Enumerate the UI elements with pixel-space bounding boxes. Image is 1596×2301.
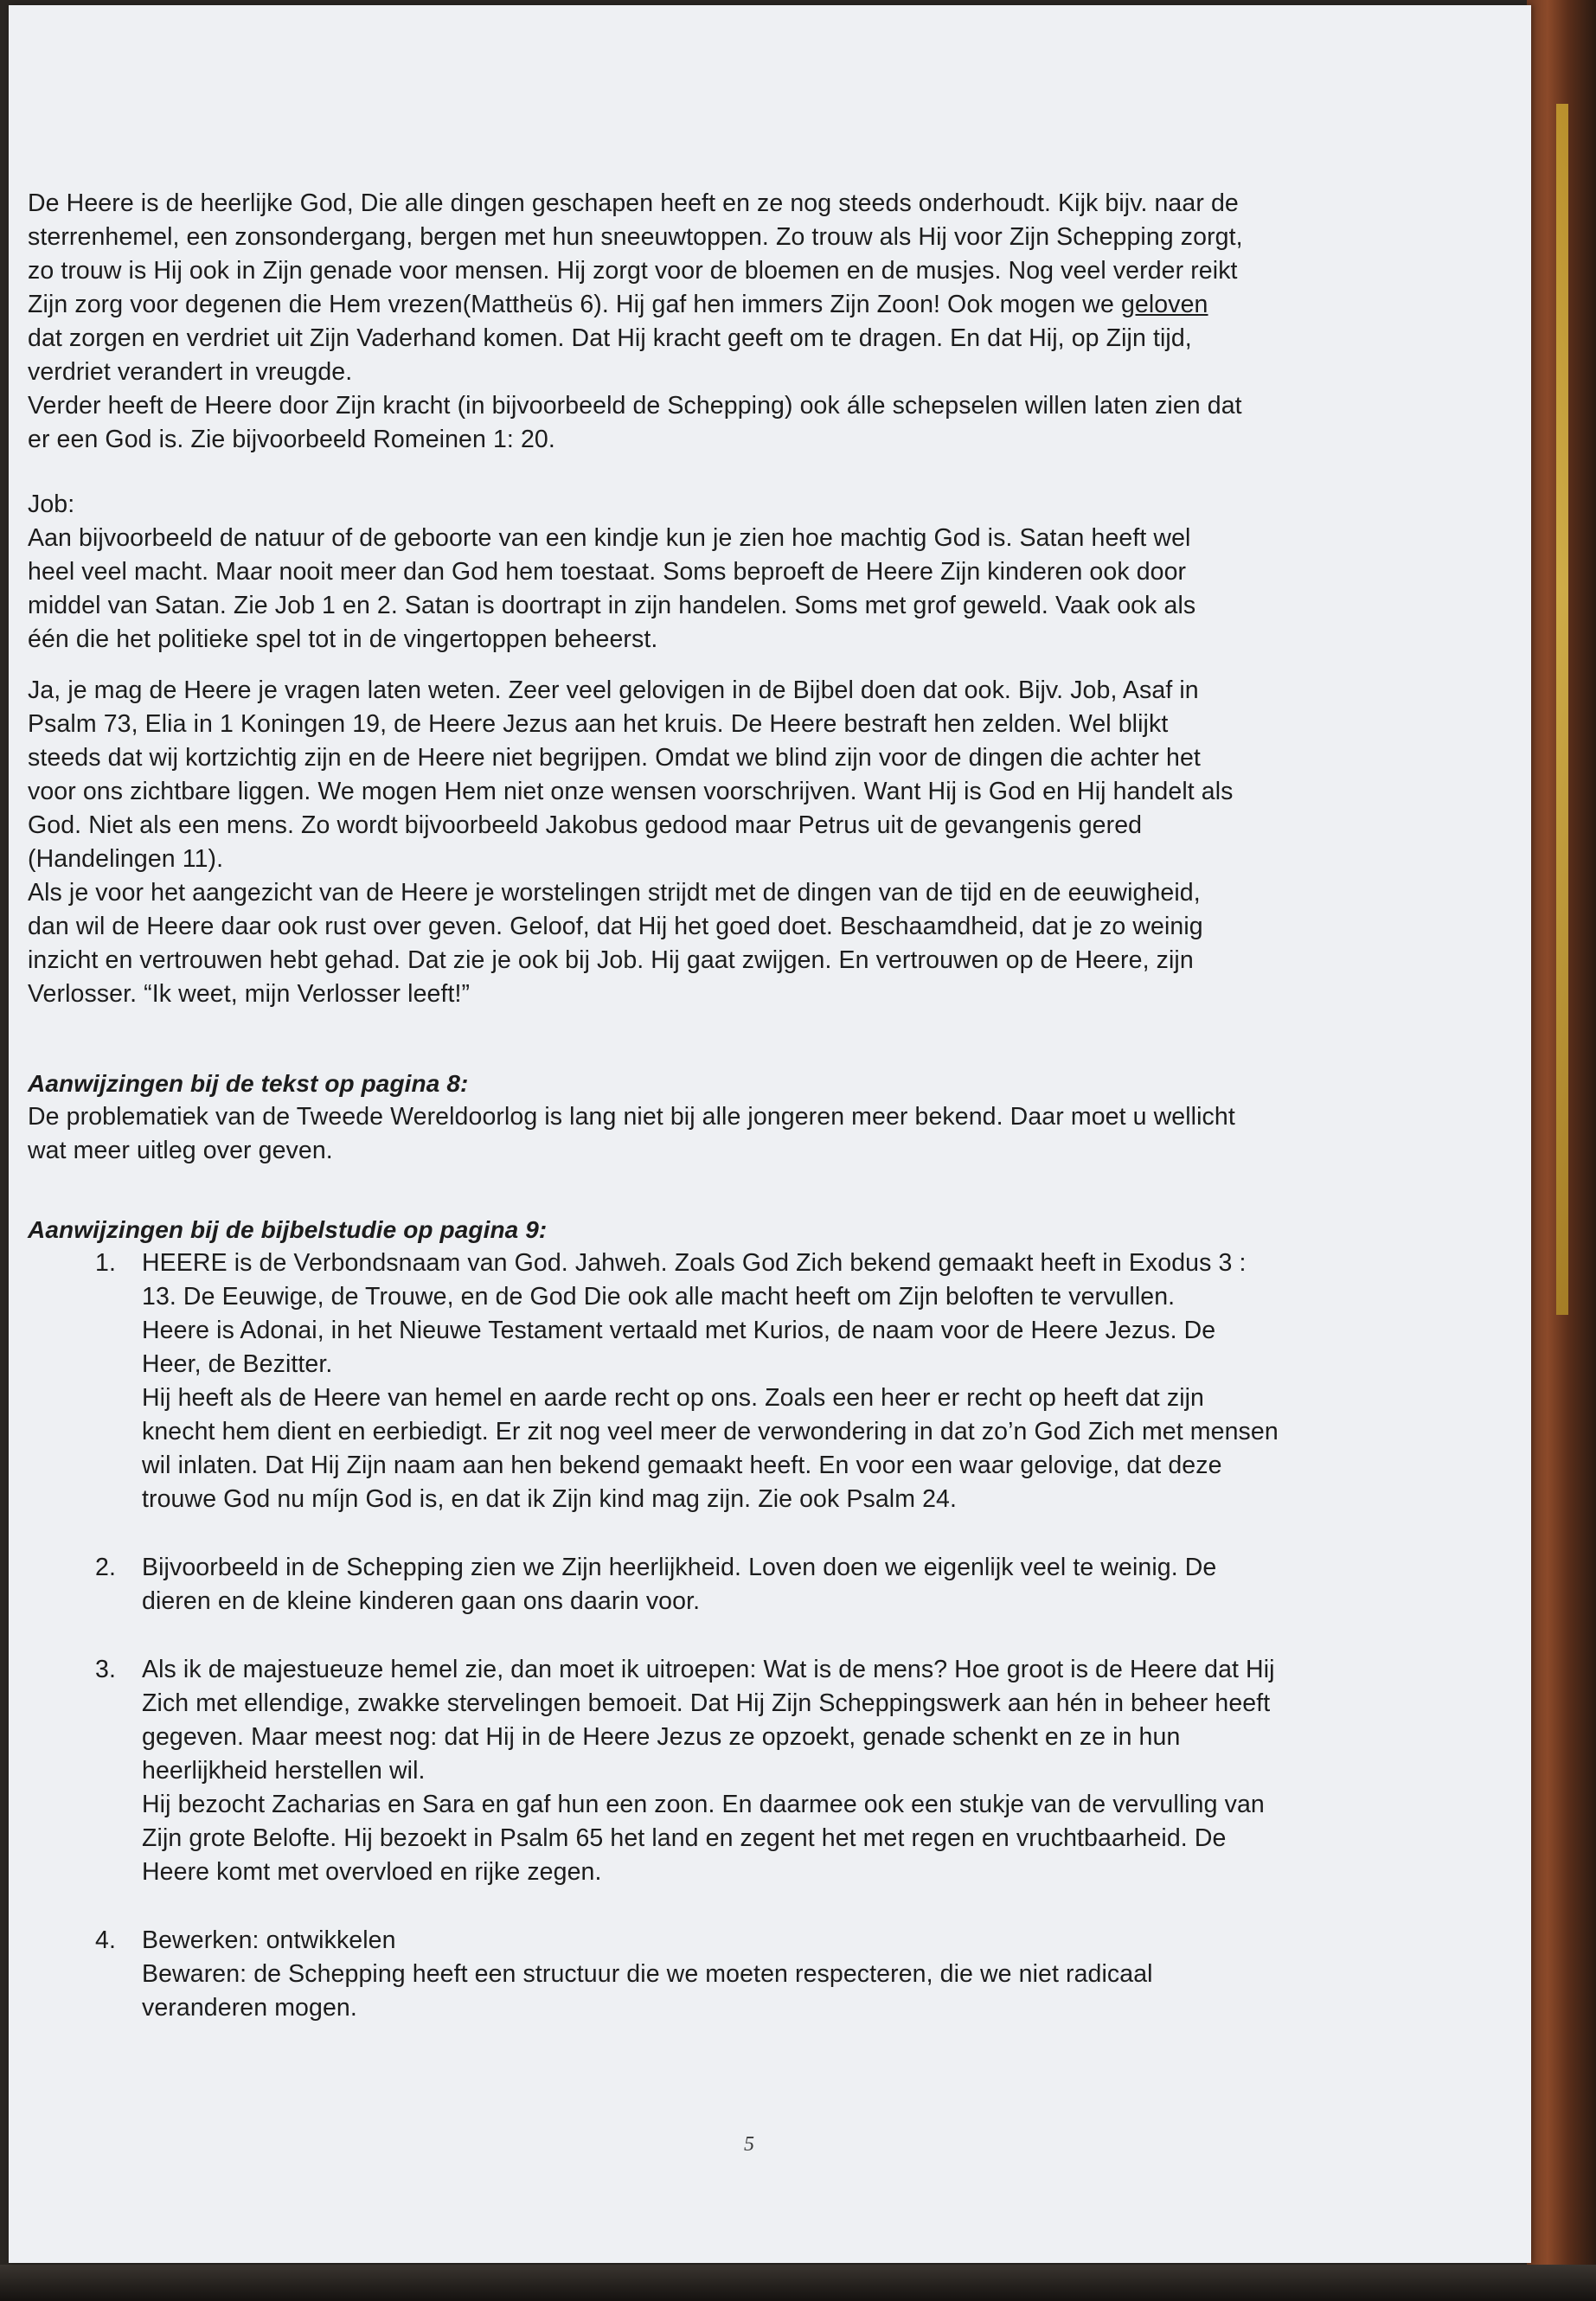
list-item xyxy=(28,1924,1481,2025)
job-label: Job: xyxy=(28,490,75,518)
list-item-text: Bijvoorbeeld in de Schepping zien we Zijn heerlijkheid. Loven doen we eigenlijk veel te weinig. De dieren en de kleine kinderen gaan ons daarin voor. xyxy=(142,1554,1217,1615)
intro-line-5: dat zorgen en verdriet uit Zijn Vaderhand komen. Dat Hij kracht geeft om te dragen. En dat Hij, op Zijn tijd, xyxy=(28,324,1192,352)
book-binding-accent xyxy=(1556,104,1568,1315)
job-paragraph-3: Als je voor het aangezicht van de Heere je worstelingen strijdt met de dingen van de tijd en de eeuwigheid, dan wil de Heere daar ook rust over geven. Geloof, dat Hij het goed doet. Beschaamdheid, dat je zo weinig inzicht en vertrouwen hebt gehad. Dat zie je ook bij Job. Hij gaat zwijgen. En vertrouwen op de Heere, zijn Verlosser. “Ik weet, mijn Verlosser leeft!” xyxy=(28,879,1203,1008)
underlined-word-geloven: geloven xyxy=(1120,291,1208,318)
list-item xyxy=(28,1653,1481,1889)
intro-line-3: zo trouw is Hij ook in Zijn genade voor mensen. Hij zorgt voor de bloemen en de musjes. Nog veel verder reikt xyxy=(28,257,1238,285)
list-item-text: Als ik de majestueuze hemel zie, dan moet ik uitroepen: Wat is de mens? Hoe groot is de Heere dat Hij Zich met ellendige, zwakke stervelingen bemoeit. Dat Hij Zijn Scheppingswerk aan hén in beheer heeft gegeven. Maar meest nog: dat Hij in de Heere Jezus ze opzoekt, genade schenkt en ze in hun heerlijkheid herstellen wil. Hij bezocht Zacharias en Sara en gaf hun een zoon. En daarmee ook een stukje van de vervulling van Zijn grote Belofte. Hij bezoekt in Psalm 65 het land en zegent het met regen en vruchtbaarheid. De Heere komt met overvloed en rijke zegen. xyxy=(142,1656,1275,1886)
bijbelstudie-list xyxy=(28,1247,1481,2025)
intro-line-4: Zijn zorg voor degenen die Hem vrezen(Mattheüs 6). Hij gaf hen immers Zijn Zoon! Ook mogen we xyxy=(28,291,1121,318)
scan-bottom-edge xyxy=(0,2265,1596,2301)
job-paragraph-2: Ja, je mag de Heere je vragen laten weten. Zeer veel gelovigen in de Bijbel doen dat ook. Bijv. Job, Asaf in Psalm 73, Elia in 1 Koningen 19, de Heere Jezus aan het kruis. De Heere bestraft hen zelden. Wel blijkt steeds dat wij kortzichtig zijn en de Heere niet begrijpen. Omdat we blind zijn voor de dingen die achter het voor ons zichtbare liggen. We mogen Hem niet onze wensen voorschrijven. Want Hij is God en Hij handelt als God. Niet als een mens. Zo wordt bijvoorbeeld Jakobus gedood maar Petrus uit de gevangenis gered (Handelingen 11). xyxy=(28,676,1234,873)
section-title-tekst: Aanwijzingen bij de tekst op pagina 8: xyxy=(28,1070,469,1097)
list-item-number: 3. xyxy=(95,1656,116,1683)
list-item-text: HEERE is de Verbondsnaam van God. Jahweh. Zoals God Zich bekend gemaakt heeft in Exodus 3 : 13. De Eeuwige, de Trouwe, en de God Die ook alle macht heeft om Zijn beloften te vervullen. Heere is Adonai, in het Nieuwe Testament vertaald met Kurios, de naam voor de Heere Jezus. De Heer, de Bezitter. Hij heeft als de Heere van hemel en aarde recht op ons. Zoals een heer er recht op heeft dat zijn knecht hem dient en eerbiedigt. Er zit nog veel meer de verwondering in dat zo’n God Zich met mensen wil inlaten. Dat Hij Zijn naam aan hen bekend gemaakt heeft. En voor een waar gelovige, dat deze trouwe God nu míjn God is, en dat ik Zijn kind mag zijn. Zie ook Psalm 24. xyxy=(142,1249,1279,1513)
list-item xyxy=(28,1551,1481,1618)
job-paragraph-1: Aan bijvoorbeeld de natuur of de geboorte van een kindje kun je zien hoe machtig God is. Satan heeft wel heel veel macht. Maar nooit meer dan God hem toestaat. Soms beproeft de Heere Zijn kinderen ook door middel van Satan. Zie Job 1 en 2. Satan is doortrapt in zijn handelen. Soms met grof geweld. Vaak ook als één die het politieke spel tot in de vingertoppen beheerst. xyxy=(28,524,1196,653)
intro-paragraph xyxy=(28,187,1481,389)
list-item xyxy=(28,1247,1481,1516)
list-item-number: 4. xyxy=(95,1926,116,1954)
document-page xyxy=(9,5,1531,2263)
intro-paragraph-2: Verder heeft de Heere door Zijn kracht (in bijvoorbeeld de Schepping) ook álle schepselen willen laten zien dat er een God is. Zie bijvoorbeeld Romeinen 1: 20. xyxy=(28,392,1242,453)
page-number: 5 xyxy=(744,2133,754,2156)
section-body-tekst: De problematiek van de Tweede Wereldoorlog is lang niet bij alle jongeren meer bekend. Daar moet u wellicht wat meer uitleg over geven. xyxy=(28,1103,1235,1164)
list-item-number: 1. xyxy=(95,1249,116,1277)
list-item-number: 2. xyxy=(95,1554,116,1581)
intro-line-2: sterrenhemel, een zonsondergang, bergen met hun sneeuwtoppen. Zo trouw als Hij voor Zijn Schepping zorgt, xyxy=(28,223,1243,251)
intro-line-6: verdriet verandert in vreugde. xyxy=(28,358,353,386)
page-content xyxy=(28,187,1481,2060)
list-item-text: Bewerken: ontwikkelen Bewaren: de Schepping heeft een structuur die we moeten respecteren, die we niet radicaal veranderen mogen. xyxy=(142,1926,1153,2022)
intro-line-1: De Heere is de heerlijke God, Die alle dingen geschapen heeft en ze nog steeds onderhoudt. Kijk bijv. naar de xyxy=(28,189,1239,217)
section-title-bijbelstudie: Aanwijzingen bij de bijbelstudie op pagina 9: xyxy=(28,1216,548,1243)
